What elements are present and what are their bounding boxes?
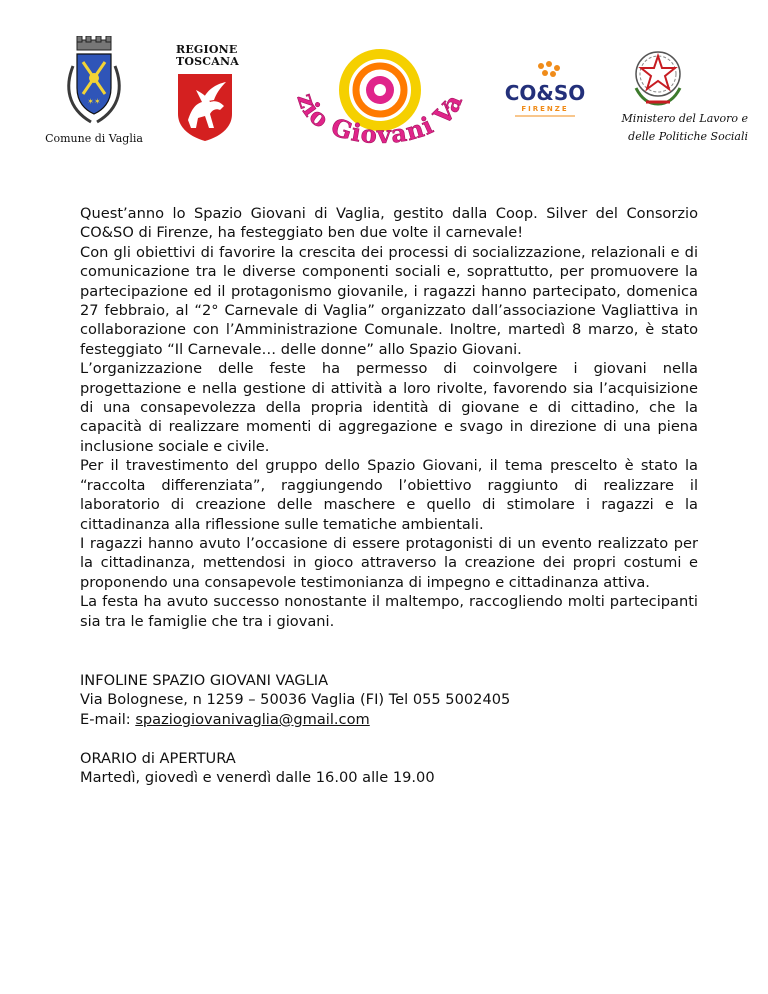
paragraph: La festa ha avuto successo nonostante il maltempo, raccogliendo molti partecipanti sia tra le famiglie che tra i giovani.	[80, 593, 698, 630]
article-body	[80, 204, 698, 631]
regione-line-2: TOSCANA	[176, 55, 239, 68]
regione-line-1: REGIONE	[176, 43, 238, 56]
comune-label: Comune di Vaglia	[45, 132, 143, 145]
coso-subtitle: FIRENZE	[521, 105, 569, 113]
spazio-logo-text: zio Giovani Va	[291, 89, 469, 150]
regione-toscana-logo	[176, 44, 246, 142]
ministero-line-1: Ministero del Lavoro e	[621, 112, 748, 125]
hours-text: Martedì, giovedì e venerdì dalle 16.00 alle 19.00	[80, 769, 435, 787]
comune-di-vaglia-logo	[44, 36, 144, 145]
infoline-title: INFOLINE SPAZIO GIOVANI VAGLIA	[80, 672, 329, 689]
coso-firenze-logo	[500, 60, 590, 120]
repubblica-emblem-icon	[626, 44, 690, 108]
paragraph: Quest’anno lo Spazio Giovani di Vaglia, gestito dalla Coop. Silver del Consorzio CO&SO di Firenze, ha festeggiato ben due volte il carnevale!	[80, 205, 698, 242]
coat-of-arms-icon	[63, 36, 125, 126]
hours-title: ORARIO di APERTURA	[80, 749, 236, 767]
email-label: E-mail:	[80, 710, 136, 728]
svg-text:✶✶: ✶✶	[87, 97, 101, 106]
ministero-line-2: delle Politiche Sociali	[628, 130, 748, 143]
paragraph: Per il travestimento del gruppo dello Spazio Giovani, il tema prescelto è stato la “raccolta differenziata”, raggiungendo l’obiettivo raggiunto di realizzare il laboratorio di creazione delle maschere e quello di stimolare i ragazzi e la cittadinanza alla riflessione sulle tematiche ambientali.	[80, 457, 698, 533]
spazio-giovani-vaglia-logo	[284, 40, 476, 170]
spazio-giovani-logo-icon	[284, 40, 476, 170]
spacer	[80, 729, 698, 748]
infoline-address: Via Bolognese, n 1259 – 50036 Vaglia (FI) Tel 055 5002405	[80, 691, 511, 709]
coso-logo-icon	[501, 60, 589, 120]
infoline-email-line	[80, 710, 698, 729]
coso-logo-text: CO&SO	[504, 81, 586, 105]
logo-header	[0, 0, 768, 170]
pegasus-icon	[176, 72, 234, 142]
paragraph: Con gli obiettivi di favorire la crescita dei processi di socializzazione, relazionali e di comunicazione tra le diverse componenti sociali e, soprattutto, per promuovere la partecipazione ed il protagonismo giovanile, i ragazzi hanno partecipato, domenica 27 febbraio, al “2° Carnevale di Vaglia” organizzato dall’associazione Vagliattiva in collaborazione con l’Amministrazione Comunale. Inoltre, martedì 8 marzo, è stato festeggiato “Il Carnevale… delle donne” allo Spazio Giovani.	[80, 243, 698, 358]
paragraph: L’organizzazione delle feste ha permesso di coinvolgere i giovani nella progettazione e nella gestione di attività a loro rivolte, favorendo sia l’acquisizione di una consapevolezza della propria identità di giovane e di cittadino, che la capacità di realizzare momenti di aggregazione e svago in direzione di una piena inclusione sociale e civile.	[80, 360, 698, 455]
ministero-lavoro-logo	[600, 44, 750, 144]
infoline-section	[80, 671, 698, 787]
email-link[interactable]: spaziogiovanivaglia@gmail.com	[135, 710, 370, 728]
paragraph: I ragazzi hanno avuto l’occasione di essere protagonisti di un evento realizzato per la cittadinanza, mettendosi in gioco attraverso la creazione dei propri costumi e proponendo una consapevole testimonianza di impegno e cittadinanza attiva.	[80, 534, 698, 591]
